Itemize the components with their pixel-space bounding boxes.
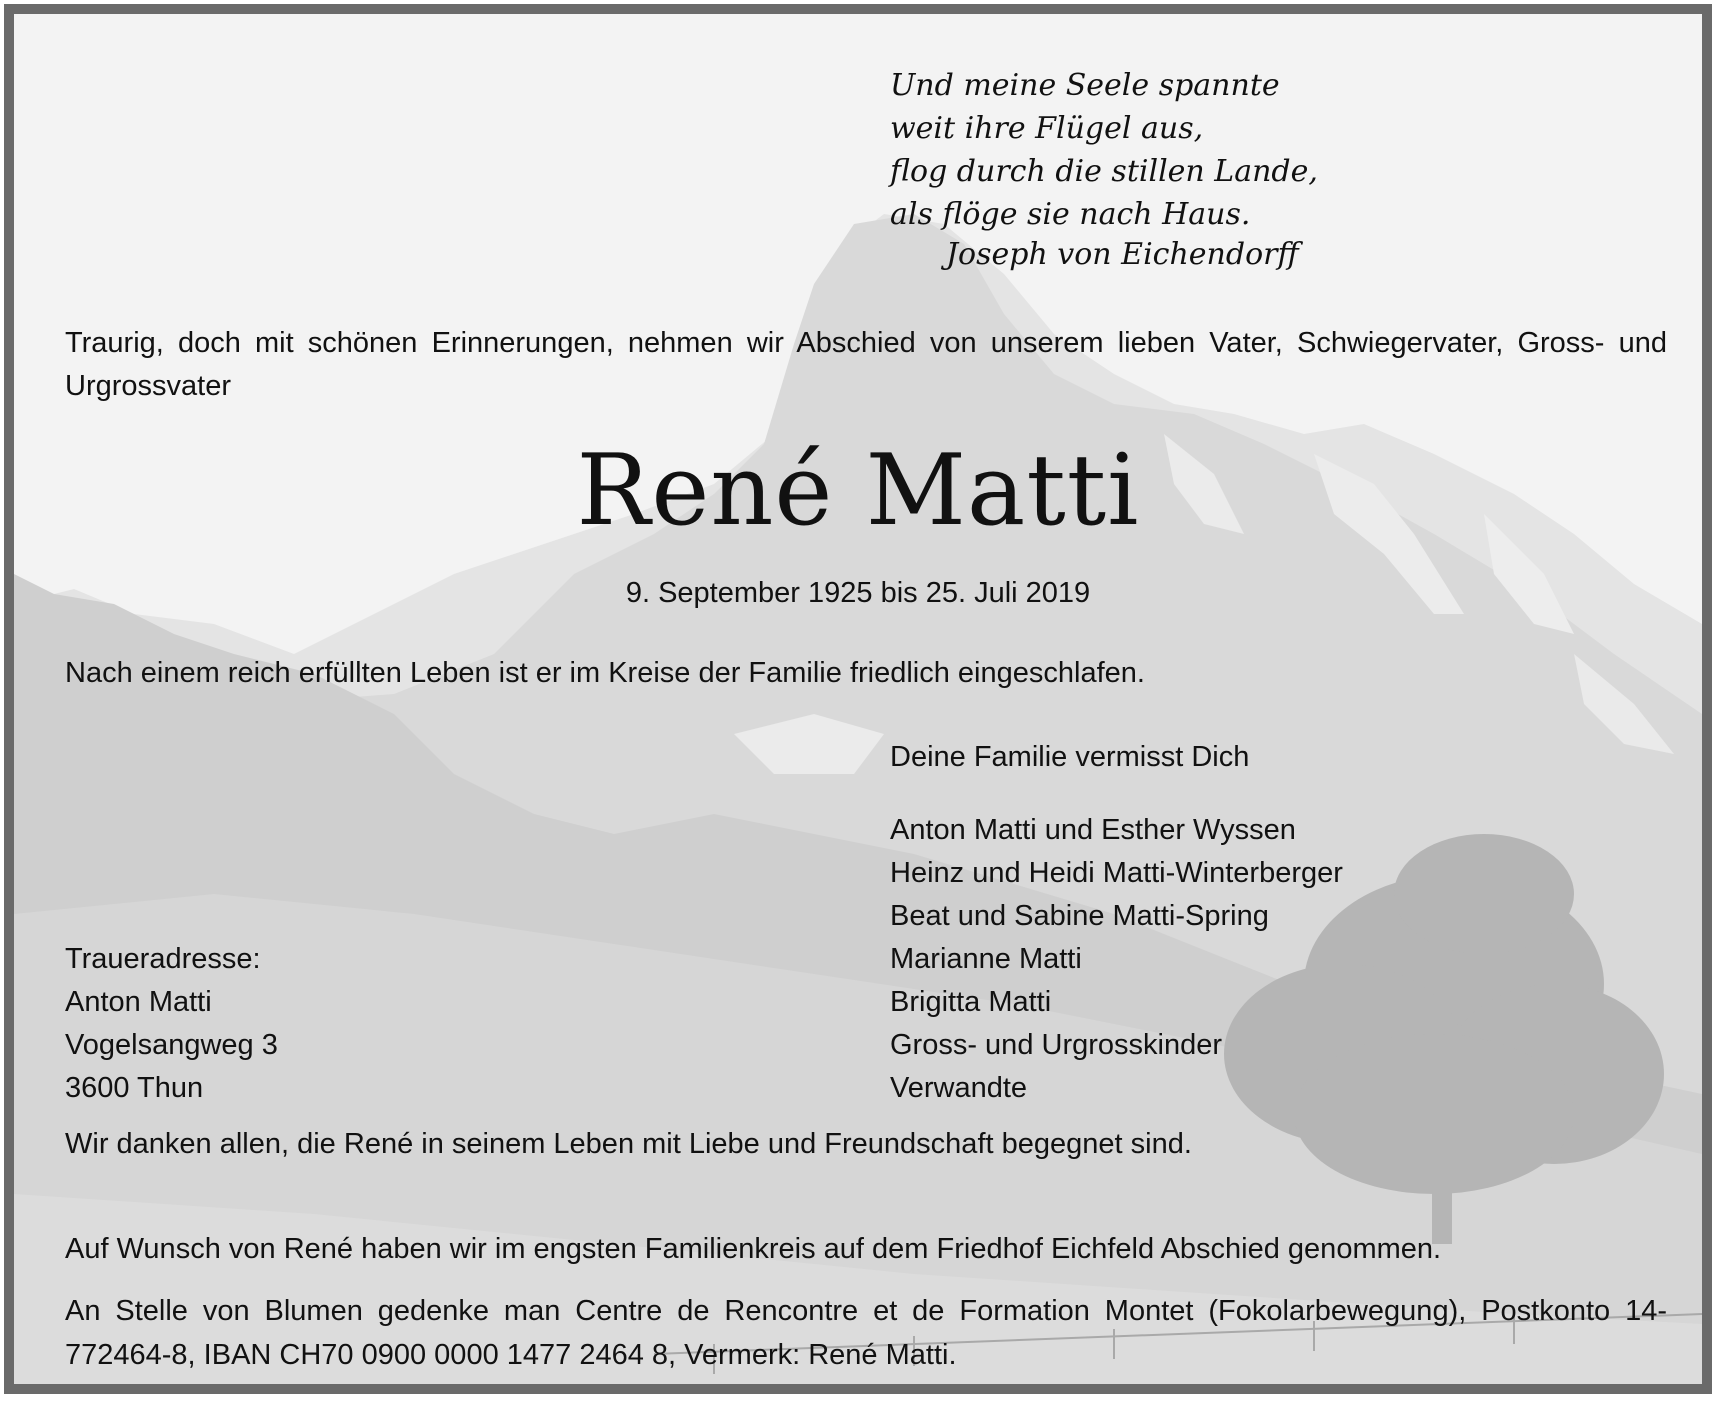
poem-line: weit ihre Flügel aus, bbox=[890, 111, 1204, 146]
poem-line: als flöge sie nach Haus. bbox=[890, 197, 1251, 232]
address-city: 3600 Thun bbox=[65, 1072, 204, 1104]
family-member: Brigitta Matti bbox=[890, 986, 1052, 1018]
deceased-name: René Matti bbox=[576, 434, 1140, 548]
life-dates: 9. September 1925 bis 25. Juli 2019 bbox=[625, 577, 1091, 609]
mourning-address bbox=[65, 938, 278, 1110]
family-members-list bbox=[890, 809, 1343, 1110]
poem-line: flog durch die stillen Lande, bbox=[890, 154, 1318, 189]
intro-text: Traurig, doch mit schönen Erinnerungen, nehmen wir Abschied von unserem lieben Vater, Schwiegervater, Gross- und Urgrossvater bbox=[65, 327, 1667, 402]
donation-text: An Stelle von Blumen gedenke man Centre de Rencontre et de Formation Montet (Fokolarbewegung), Postkonto 14-772464-8, IBAN CH70 0900 0000 1477 2464 8, Vermerk: René Matti. bbox=[65, 1295, 1667, 1371]
family-member: Marianne Matti bbox=[890, 943, 1082, 975]
family-member: Gross- und Urgrosskinder bbox=[890, 1029, 1222, 1061]
address-label: Traueradresse: bbox=[65, 943, 261, 975]
thanks-text: Wir danken allen, die René in seinem Leben mit Liebe und Freundschaft begegnet sind. bbox=[65, 1128, 1192, 1160]
family-member: Beat und Sabine Matti-Spring bbox=[890, 900, 1269, 932]
poem-author: Joseph von Eichendorff bbox=[946, 237, 1299, 272]
family-member: Verwandte bbox=[890, 1072, 1028, 1104]
address-street: Vogelsangweg 3 bbox=[65, 1029, 278, 1061]
address-name: Anton Matti bbox=[65, 986, 212, 1018]
poem bbox=[890, 64, 1318, 236]
obituary-content bbox=[14, 14, 1702, 1384]
obituary-frame bbox=[4, 4, 1712, 1394]
family-member: Heinz und Heidi Matti-Winterberger bbox=[890, 857, 1343, 889]
funeral-text: Auf Wunsch von René haben wir im engsten Familienkreis auf dem Friedhof Eichfeld Abschied genommen. bbox=[65, 1233, 1442, 1265]
family-member: Anton Matti und Esther Wyssen bbox=[890, 814, 1296, 846]
statement-text: Nach einem reich erfüllten Leben ist er im Kreise der Familie friedlich eingeschlafen. bbox=[65, 657, 1145, 689]
poem-line: Und meine Seele spannte bbox=[890, 68, 1280, 103]
family-heading: Deine Familie vermisst Dich bbox=[890, 741, 1250, 773]
